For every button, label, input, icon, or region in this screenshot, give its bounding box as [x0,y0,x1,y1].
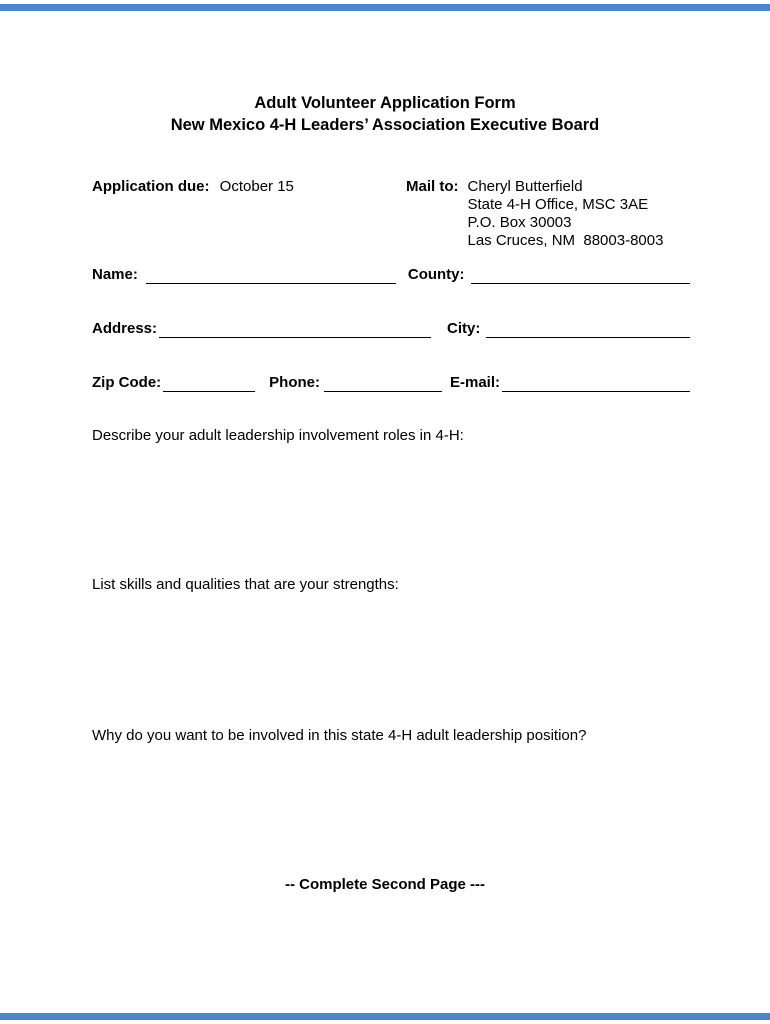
county-label: County: [407,266,465,283]
mail-to-line: Cheryl Butterfield [467,178,583,195]
address-label: Address: [92,320,158,337]
county-input-line[interactable] [471,268,690,284]
page-title [0,92,770,136]
name-input-line[interactable] [146,268,396,284]
address-input-line[interactable] [159,322,431,338]
email-input-line[interactable] [502,376,690,392]
bottom-border-bar [0,1013,770,1020]
zip-phone-email-row [92,374,690,392]
page-title-line2: New Mexico 4-H Leaders’ Association Executive Board [170,116,600,134]
zip-code-input-line[interactable] [163,376,255,392]
mail-to-line: P.O. Box 30003 [467,214,572,231]
question-why-involved: Why do you want to be involved in this state 4-H adult leadership position? [92,727,587,744]
phone-input-line[interactable] [324,376,442,392]
page-title-line1: Adult Volunteer Application Form [254,94,516,112]
name-label: Name: [92,266,138,283]
application-due-label: Application due: [92,178,210,195]
application-due-value: October 15 [219,178,294,195]
mail-to-line: Las Cruces, NM 88003-8003 [467,232,664,249]
zip-code-label: Zip Code: [92,374,162,391]
complete-second-page-note: -- Complete Second Page --- [284,876,486,893]
top-border-bar [0,4,770,11]
mail-to-block [406,178,663,250]
city-input-line[interactable] [486,322,690,338]
name-county-row [92,266,690,284]
city-label: City: [447,320,481,337]
mail-to-address [468,178,664,250]
email-label: E-mail: [450,374,501,391]
address-city-row [92,320,690,338]
mail-to-line: State 4-H Office, MSC 3AE [467,196,649,213]
mail-to-label: Mail to: [406,178,459,195]
phone-label: Phone: [269,374,320,391]
application-due-row [92,178,294,195]
question-leadership-roles: Describe your adult leadership involvement roles in 4-H: [92,427,464,444]
question-skills-strengths: List skills and qualities that are your strengths: [92,576,399,593]
